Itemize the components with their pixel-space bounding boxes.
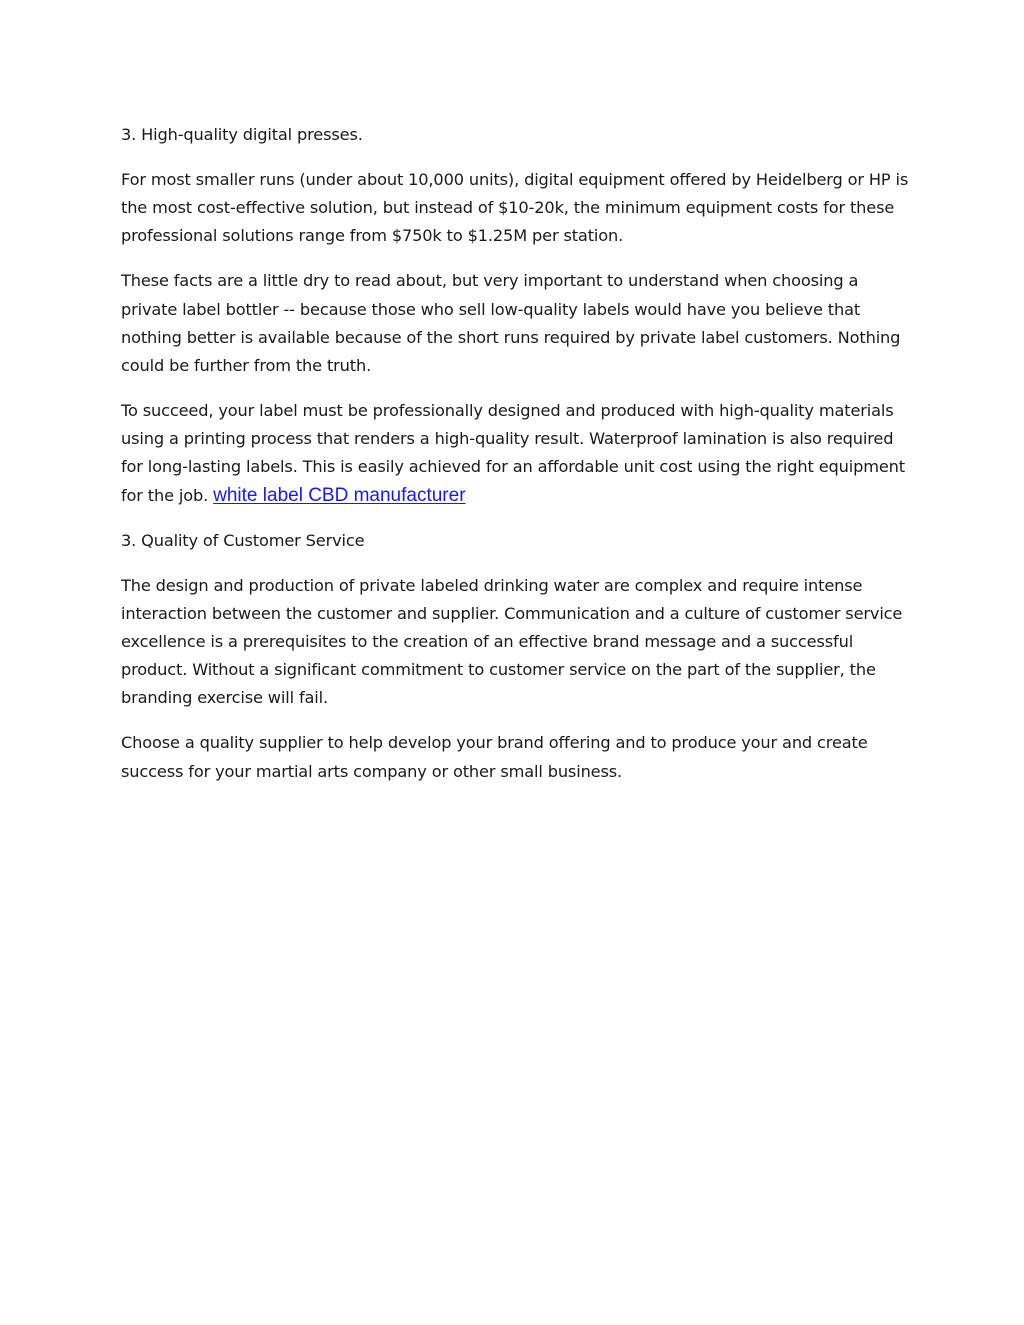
section-heading-digital-presses: 3. High-quality digital presses. xyxy=(121,125,363,144)
paragraph-succeed xyxy=(121,397,911,510)
section-heading-customer-service: 3. Quality of Customer Service xyxy=(121,530,365,550)
paragraph-design-production: The design and production of private labeled drinking water are complex and require intense interaction between the customer and supplier. Communication and a culture of customer service excellence is a prerequisites to the creation of an effective brand message and a successful product. Without a significant commitment to customer service on the part of the supplier, the branding exercise will fail. xyxy=(121,575,903,708)
cbd-manufacturer-link[interactable]: white label CBD manufacturer xyxy=(213,484,466,506)
paragraph-succeed-text: To succeed, your label must be professionally designed and produced with high-quality materials using a printing process that renders a high-quality result. Waterproof lamination is also required for long-lasting labels. This is easily achieved for an affordable unit cost using the right equipment for the job. xyxy=(121,401,905,505)
document-body xyxy=(121,121,911,803)
paragraph-dry-facts: These facts are a little dry to read about, but very important to understand when choosing a private label bottler -- because those who sell low-quality labels would have you believe that nothing better is available because of the short runs required by private label customers. Nothing could be further from the truth. xyxy=(121,271,901,376)
paragraph-choose-supplier: Choose a quality supplier to help develop your brand offering and to produce your and create success for your martial arts company or other small business. xyxy=(121,733,868,781)
paragraph-smaller-runs: For most smaller runs (under about 10,000 units), digital equipment offered by Heidelberg or HP is the most cost-effective solution, but instead of $10-20k, the minimum equipment costs for these professional solutions range from $750k to $1.25M per station. xyxy=(121,170,909,246)
